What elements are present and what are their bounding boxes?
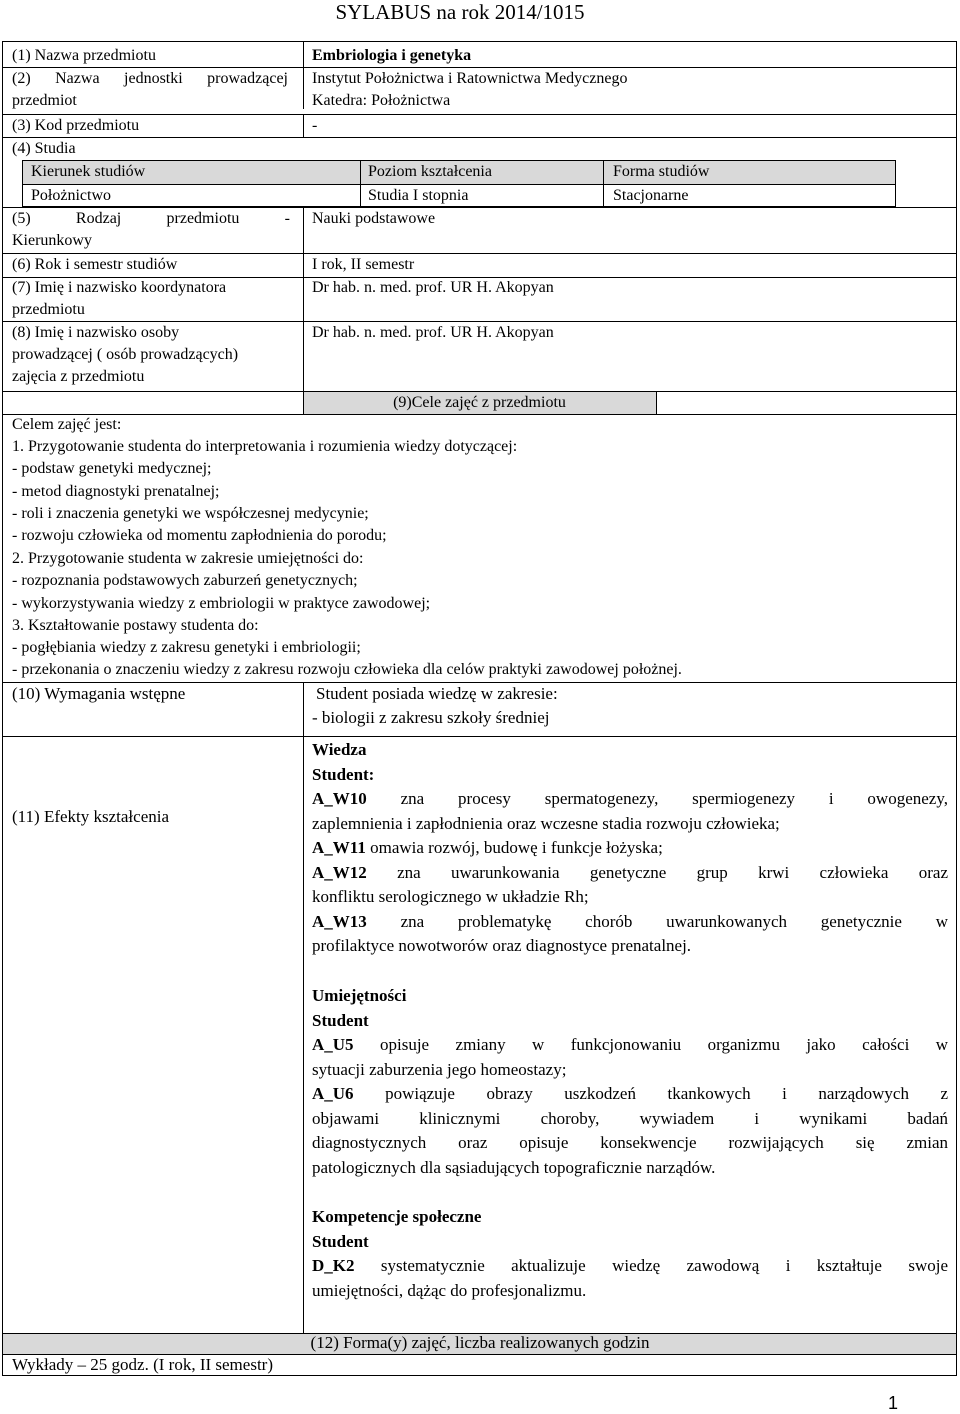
outcome-code: A_W12 — [312, 862, 367, 882]
goals-line: - wykorzystywania wiedzy z embriologii w praktyce zawodowej; — [12, 595, 431, 612]
goals-line: Celem zajęć jest: — [12, 416, 122, 433]
studies-header-form: Forma studiów — [613, 163, 710, 180]
studies-header-field: Kierunek studiów — [31, 163, 146, 180]
outcome-line: A_W13 zna problematykę chorób uwarunkowanych genetycznie w — [312, 911, 948, 931]
outcome-code: A_U5 — [312, 1035, 354, 1054]
label-lecturer-cont: prowadzącej ( osób prowadzących) — [12, 346, 239, 363]
goals-line: - metod diagnostyki prenatalnej; — [12, 483, 220, 500]
outcomes-competences — [312, 1205, 948, 1303]
goals-line: 3. Kształtowanie postawy studenta do: — [12, 617, 259, 634]
outcome-line: umiejętności, dążąc do profesjonalizmu. — [312, 1280, 587, 1300]
skills-heading: Umiejętności — [312, 986, 407, 1005]
outcomes-knowledge — [312, 738, 948, 959]
competences-subheading: Student — [312, 1231, 369, 1251]
column-divider — [303, 115, 304, 138]
column-divider — [303, 682, 304, 736]
studies-header-level: Poziom kształcenia — [368, 163, 492, 180]
forms-heading: (12) Forma(y) zajęć, liczba realizowanych godzin — [310, 1333, 650, 1352]
column-divider — [656, 391, 657, 414]
column-divider — [303, 41, 304, 109]
competences-heading: Kompetencje społeczne — [312, 1207, 482, 1226]
column-divider — [360, 161, 361, 206]
label-unit-cont: przedmiot — [12, 92, 77, 109]
goals-line: - rozwoju człowieka od momentu zapłodnienia do porodu; — [12, 527, 387, 544]
label-coordinator: (7) Imię i nazwisko koordynatora — [12, 279, 227, 296]
label-prerequisites: (10) Wymagania wstępne — [12, 684, 186, 703]
goals-line: - podstaw genetyki medycznej; — [12, 460, 212, 477]
forms-value: Wykłady – 25 godz. (I rok, II semestr) — [12, 1355, 273, 1374]
value-prerequisites: Student posiada wiedzę w zakresie: — [316, 684, 558, 703]
outcome-line: A_W10 zna procesy spermatogenezy, spermiogenezy i owogenezy, — [312, 789, 948, 808]
column-divider — [303, 736, 304, 1333]
studies-value-level: Studia I stopnia — [368, 187, 469, 204]
label-course-type: (5) Rodzaj przedmiotu - — [12, 210, 290, 227]
value-unit: Instytut Położnictwa i Ratownictwa Medycznego — [312, 70, 628, 87]
outcome-line: zaplemnienia i zapłodnienia oraz wczesne stadia rozwoju człowieka; — [312, 813, 780, 833]
row-divider — [2, 414, 957, 415]
label-lecturer: (8) Imię i nazwisko osoby — [12, 324, 180, 341]
outcome-line: patologicznych dla sąsiadujących topograficznie narządów. — [312, 1157, 716, 1177]
outcome-line: sytuacji zaburzenia jego homeostazy; — [312, 1059, 567, 1079]
row-divider — [2, 114, 957, 115]
value-coordinator: Dr hab. n. med. prof. UR H. Akopyan — [312, 279, 554, 296]
value-course-name: Embriologia i genetyka — [312, 47, 472, 64]
value-course-type: Nauki podstawowe — [312, 210, 436, 227]
goals-heading: (9)Cele zajęć z przedmiotu — [393, 394, 566, 411]
label-lecturer-cont2: zajęcia z przedmiotu — [12, 368, 145, 385]
value-course-code: - — [312, 117, 318, 134]
label-studies: (4) Studia — [12, 140, 76, 157]
knowledge-subheading: Student: — [312, 764, 375, 784]
goals-line: 2. Przygotowanie studenta w zakresie umiejętności do: — [12, 550, 364, 567]
outcome-code: A_W13 — [312, 911, 367, 931]
goals-line: - pogłębiania wiedzy z zakresu genetyki i embriologii; — [12, 639, 361, 656]
row-divider — [2, 137, 957, 138]
goals-line: - przekonania o znaczeniu wiedzy z zakresu rozwoju człowieka dla celów praktyki zawodowej położnej. — [12, 661, 682, 678]
label-course-type-cont: Kierunkowy — [12, 232, 92, 249]
skills-subheading: Student — [312, 1010, 369, 1030]
column-divider — [603, 161, 604, 206]
outcome-line: A_U5 opisuje zmiany w funkcjonowaniu organizmu jako całości w — [312, 1035, 949, 1054]
outcome-line: A_W12 zna uwarunkowania genetyczne grup krwi człowieka oraz — [312, 862, 948, 882]
outcomes-skills — [312, 984, 948, 1180]
row-divider — [2, 736, 957, 737]
value-lecturer: Dr hab. n. med. prof. UR H. Akopyan — [312, 324, 554, 341]
outcome-code: A_W11 — [312, 838, 366, 857]
label-course-name: (1) Nazwa przedmiotu — [12, 47, 156, 64]
value-prerequisites-item: - biologii z zakresu szkoły średniej — [312, 708, 550, 727]
outcome-line: objawami klinicznymi choroby, wywiadem i wynikami badań — [312, 1108, 948, 1128]
label-course-code: (3) Kod przedmiotu — [12, 117, 140, 134]
outcome-line: D_K2 systematycznie aktualizuje wiedzę zawodową i kształtuje swoje — [312, 1256, 949, 1275]
page-number: 1 — [887, 1393, 898, 1413]
goals-line: - roli i znaczenia genetyki we współczesnej medycynie; — [12, 505, 369, 522]
value-year-semester: I rok, II semestr — [312, 256, 415, 273]
outcome-code: A_U6 — [312, 1084, 354, 1103]
outcome-code: A_W10 — [312, 789, 367, 808]
outcome-line: A_W11 omawia rozwój, budowę i funkcje łożyska; — [312, 838, 663, 857]
studies-value-field: Położnictwo — [31, 187, 111, 204]
label-coordinator-cont: przedmiotu — [12, 301, 85, 318]
label-unit: (2) Nazwa jednostki prowadzącej — [12, 70, 288, 87]
studies-value-form: Stacjonarne — [613, 187, 689, 204]
outcome-line: konfliktu serologicznego w układzie Rh; — [312, 887, 589, 906]
label-learning-outcomes: (11) Efekty kształcenia — [12, 807, 170, 826]
knowledge-heading: Wiedza — [312, 740, 367, 759]
value-department: Katedra: Położnictwa — [312, 92, 451, 109]
outcome-line: A_U6 powiązuje obrazy uszkodzeń tkankowych i narządowych z — [312, 1084, 949, 1103]
goals-line: - rozpoznania podstawowych zaburzeń genetycznych; — [12, 572, 358, 589]
outcome-code: D_K2 — [312, 1256, 355, 1275]
column-divider — [303, 207, 304, 391]
outcome-line: diagnostycznych oraz opisuje konsekwencje rozwijających się zmian — [312, 1133, 948, 1152]
goals-line: 1. Przygotowanie studenta do interpretowania i rozumienia wiedzy dotyczącej: — [12, 438, 518, 455]
studies-table — [22, 160, 896, 207]
page-title: SYLABUS na rok 2014/1015 — [335, 0, 585, 24]
label-year-semester: (6) Rok i semestr studiów — [12, 256, 178, 273]
outcome-line: profilaktyce nowotworów oraz diagnostyce prenatalnej. — [312, 936, 692, 955]
